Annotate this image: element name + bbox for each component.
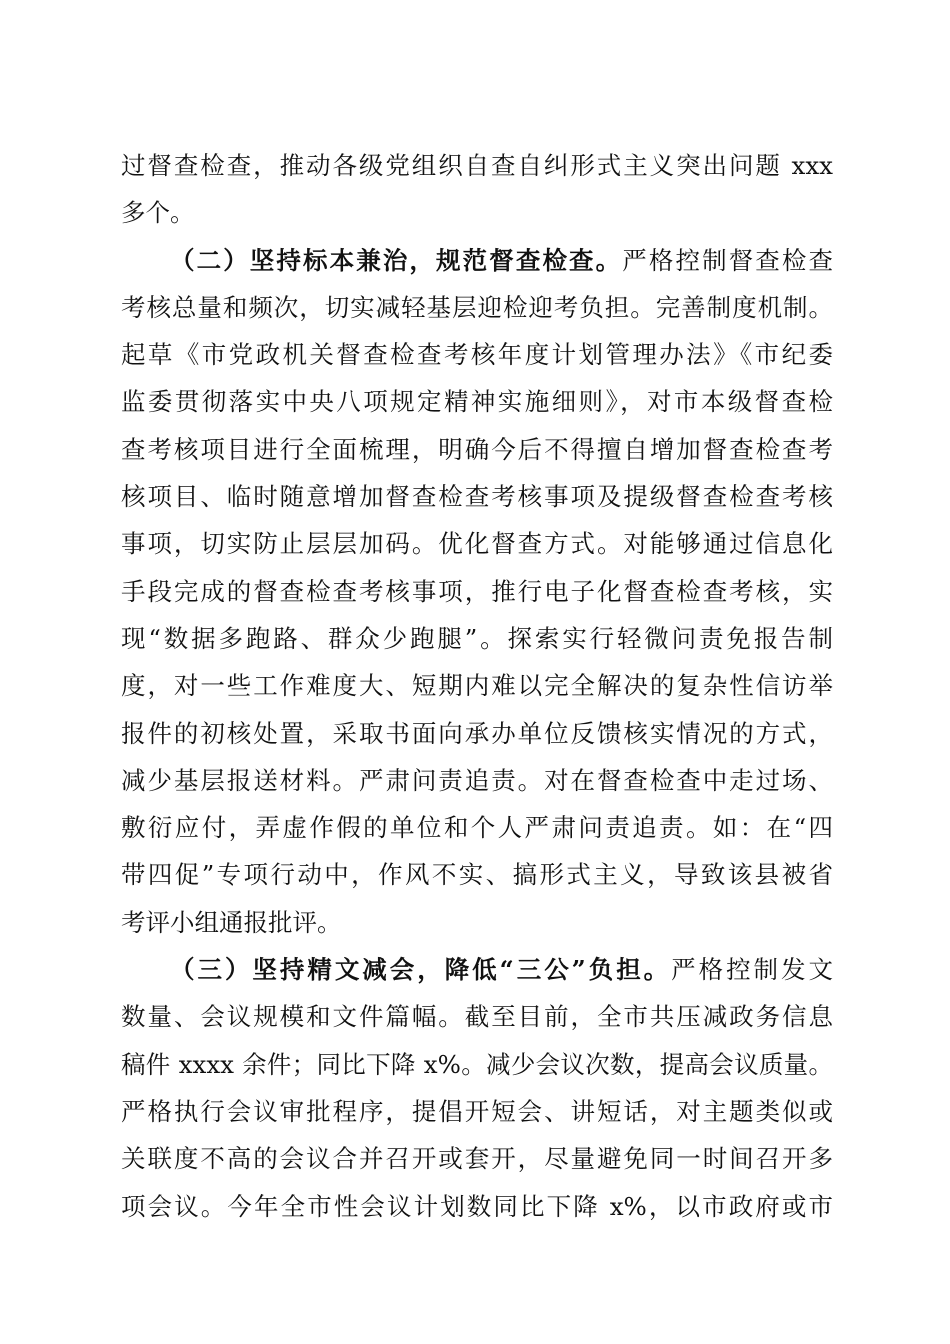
paragraph-line: 数量、会议规模和文件篇幅。截至目前，全市共压减政务信息 xyxy=(121,1002,833,1032)
document-body xyxy=(121,142,833,1230)
paragraph-line: 手段完成的督查检查考核事项，推行电子化督查检查考核，实 xyxy=(121,576,833,606)
section-2-first-line xyxy=(121,237,833,284)
section-2-heading: （二）坚持标本兼治，规范督查检查。 xyxy=(170,245,623,275)
paragraph-line: 考核总量和频次，切实减轻基层迎检迎考负担。完善制度机制。 xyxy=(121,292,833,322)
paragraph-line: 起草《市党政机关督查检查考核年度计划管理办法》《市纪委 xyxy=(121,340,833,370)
paragraph-line: 事项，切实防止层层加码。优化督查方式。对能够通过信息化 xyxy=(121,529,833,559)
paragraph-line: 核项目、临时随意增加督查检查考核事项及提级督查检查考核 xyxy=(121,482,833,512)
paragraph-line: 过督查检查，推动各级党组织自查自纠形式主义突出问题 xxx xyxy=(121,151,833,180)
paragraph-line: 报件的初核处置，采取书面向承办单位反馈核实情况的方式， xyxy=(121,718,833,748)
paragraph-line: 监委贯彻落实中央八项规定精神实施细则》，对市本级督查检 xyxy=(121,387,833,417)
paragraph-line: 严格执行会议审批程序，提倡开短会、讲短话，对主题类似或 xyxy=(121,1096,833,1126)
paragraph-line: 带四促”专项行动中，作风不实、搞形式主义，导致该县被省 xyxy=(121,860,833,890)
section-2-first-line-rest: 严格控制督查检查 xyxy=(622,245,834,275)
paragraph-line: 度，对一些工作难度大、短期内难以完全解决的复杂性信访举 xyxy=(121,671,833,701)
paragraph-line: 项会议。今年全市性会议计划数同比下降 x%，以市政府或市 xyxy=(121,1191,833,1221)
paragraph-line: 关联度不高的会议合并召开或套开，尽量避免同一时间召开多 xyxy=(121,1144,833,1174)
paragraph-line: 现“数据多跑路、群众少跑腿”。探索实行轻微问责免报告制 xyxy=(121,623,833,653)
paragraph-line: 考评小组通报批评。 xyxy=(121,907,342,937)
paragraph-line: 查考核项目进行全面梳理，明确今后不得擅自增加督查检查考 xyxy=(121,434,833,464)
paragraph-line: 多个。 xyxy=(121,198,195,228)
section-3-heading: （三）坚持精文减会，降低“三公”负担。 xyxy=(170,955,672,985)
section-3-first-line-rest: 严格控制发文 xyxy=(671,955,833,985)
paragraph-line: 稿件 xxxx 余件；同比下降 x%。减少会议次数，提高会议质量。 xyxy=(121,1049,833,1079)
paragraph-line: 减少基层报送材料。严肃问责追责。对在督查检查中走过场、 xyxy=(121,765,833,795)
paragraph-line: 敷衍应付，弄虚作假的单位和个人严肃问责追责。如：在“四 xyxy=(121,813,833,843)
section-3-first-line xyxy=(121,946,833,993)
